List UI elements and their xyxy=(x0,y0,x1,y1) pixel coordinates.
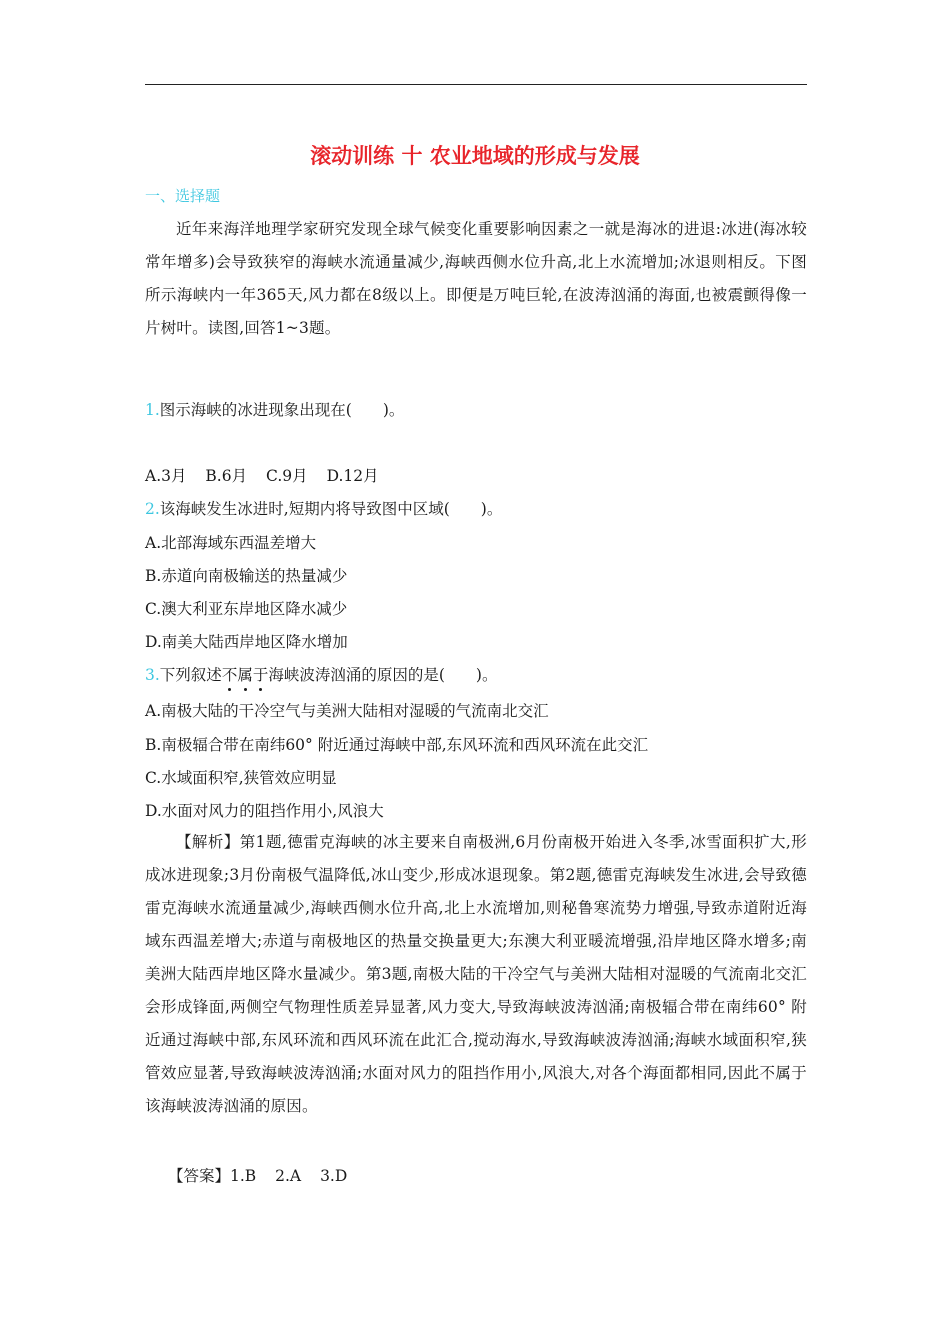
section-heading: 一、选择题 xyxy=(145,187,221,205)
emphasis-char: 不 xyxy=(221,666,238,684)
emphasis-char: 于 xyxy=(252,666,269,684)
q1-option-d: D.12月 xyxy=(326,467,379,485)
answer-line xyxy=(168,1164,347,1186)
question-3-text-post: 海峡波涛汹涌的原因的是( )。 xyxy=(268,666,498,684)
answer-item-2: 2.A xyxy=(275,1167,302,1185)
q1-option-c: C.9月 xyxy=(266,467,308,485)
question-2 xyxy=(145,497,502,519)
q3-option-a: A.南极大陆的干冷空气与美洲大陆相对湿暖的气流南北交汇 xyxy=(145,702,549,720)
emphasis-char: 属 xyxy=(237,666,253,684)
page-title: 滚动训练 十 农业地域的形成与发展 xyxy=(310,144,640,168)
question-1 xyxy=(145,398,404,420)
question-2-number: 2. xyxy=(145,500,160,518)
answer-item-3: 3.D xyxy=(320,1167,348,1185)
q2-option-b: B.赤道向南极输送的热量减少 xyxy=(145,567,348,585)
q1-option-b: B.6月 xyxy=(205,467,248,485)
question-2-text: 该海峡发生冰进时,短期内将导致图中区域( )。 xyxy=(159,500,503,518)
q3-option-c: C.水域面积窄,狭管效应明显 xyxy=(145,769,337,787)
question-1-options xyxy=(145,464,379,486)
header-rule xyxy=(145,84,807,85)
question-3-text-pre: 下列叙述 xyxy=(159,666,222,684)
analysis-paragraph: 【解析】第1题,德雷克海峡的冰主要来自南极洲,6月份南极开始进入冬季,冰雪面积扩大,形成冰进现象;3月份南极气温降低,冰山变少,形成冰退现象。第2题,德雷克海峡发生冰进,会导致德雷克海峡水流通量减少,海峡西侧水位升高,北上水流增加,则秘鲁寒流势力增强,导致赤道附近海域东西温差增大;赤道与南极地区的热量交换量更大;东澳大利亚暖流增强,沿岸地区降水增多;南美洲大陆西岸地区降水量减少。第3题,南极大陆的干冷空气与美洲大陆相对湿暖的气流南北交汇会形成锋面,两侧空气物理性质差异显著,风力变大,导致海峡波涛汹涌;南极辐合带在南纬60° 附近通过海峡中部,东风环流和西风环流在此汇合,搅动海水,导致海峡波涛汹涌;海峡水域面积窄,狭管效应显著,导致海峡波涛汹涌;水面对风力的阻挡作用小,风浪大,对各个海面都相同,因此不属于该海峡波涛汹涌的原因。 xyxy=(145,833,807,1115)
q2-option-a: A.北部海域东西温差增大 xyxy=(145,534,317,552)
answer-label: 【答案】 xyxy=(168,1167,231,1185)
q2-option-c: C.澳大利亚东岸地区降水减少 xyxy=(145,600,348,618)
question-3-number: 3. xyxy=(145,666,160,684)
q3-option-d: D.水面对风力的阻挡作用小,风浪大 xyxy=(145,802,384,820)
question-1-text: 图示海峡的冰进现象出现在( )。 xyxy=(159,401,405,419)
answer-item-1: 1.B xyxy=(230,1167,257,1185)
question-1-number: 1. xyxy=(145,401,160,419)
q3-option-b: B.南极辐合带在南纬60° 附近通过海峡中部,东风环流和西风环流在此交汇 xyxy=(145,736,649,754)
question-3-emphasis xyxy=(222,666,269,684)
intro-paragraph: 近年来海洋地理学家研究发现全球气候变化重要影响因素之一就是海冰的进退:冰进(海冰较常年增多)会导致狭窄的海峡水流通量减少,海峡西侧水位升高,北上水流增加;冰退则相反。下图所示海峡内一年365天,风力都在8级以上。即便是万吨巨轮,在波涛汹涌的海面,也被震颤得像一片树叶。读图,回答1~3题。 xyxy=(145,220,807,337)
q2-option-d: D.南美大陆西岸地区降水增加 xyxy=(145,633,348,651)
question-3 xyxy=(145,663,497,685)
q1-option-a: A.3月 xyxy=(145,467,187,485)
